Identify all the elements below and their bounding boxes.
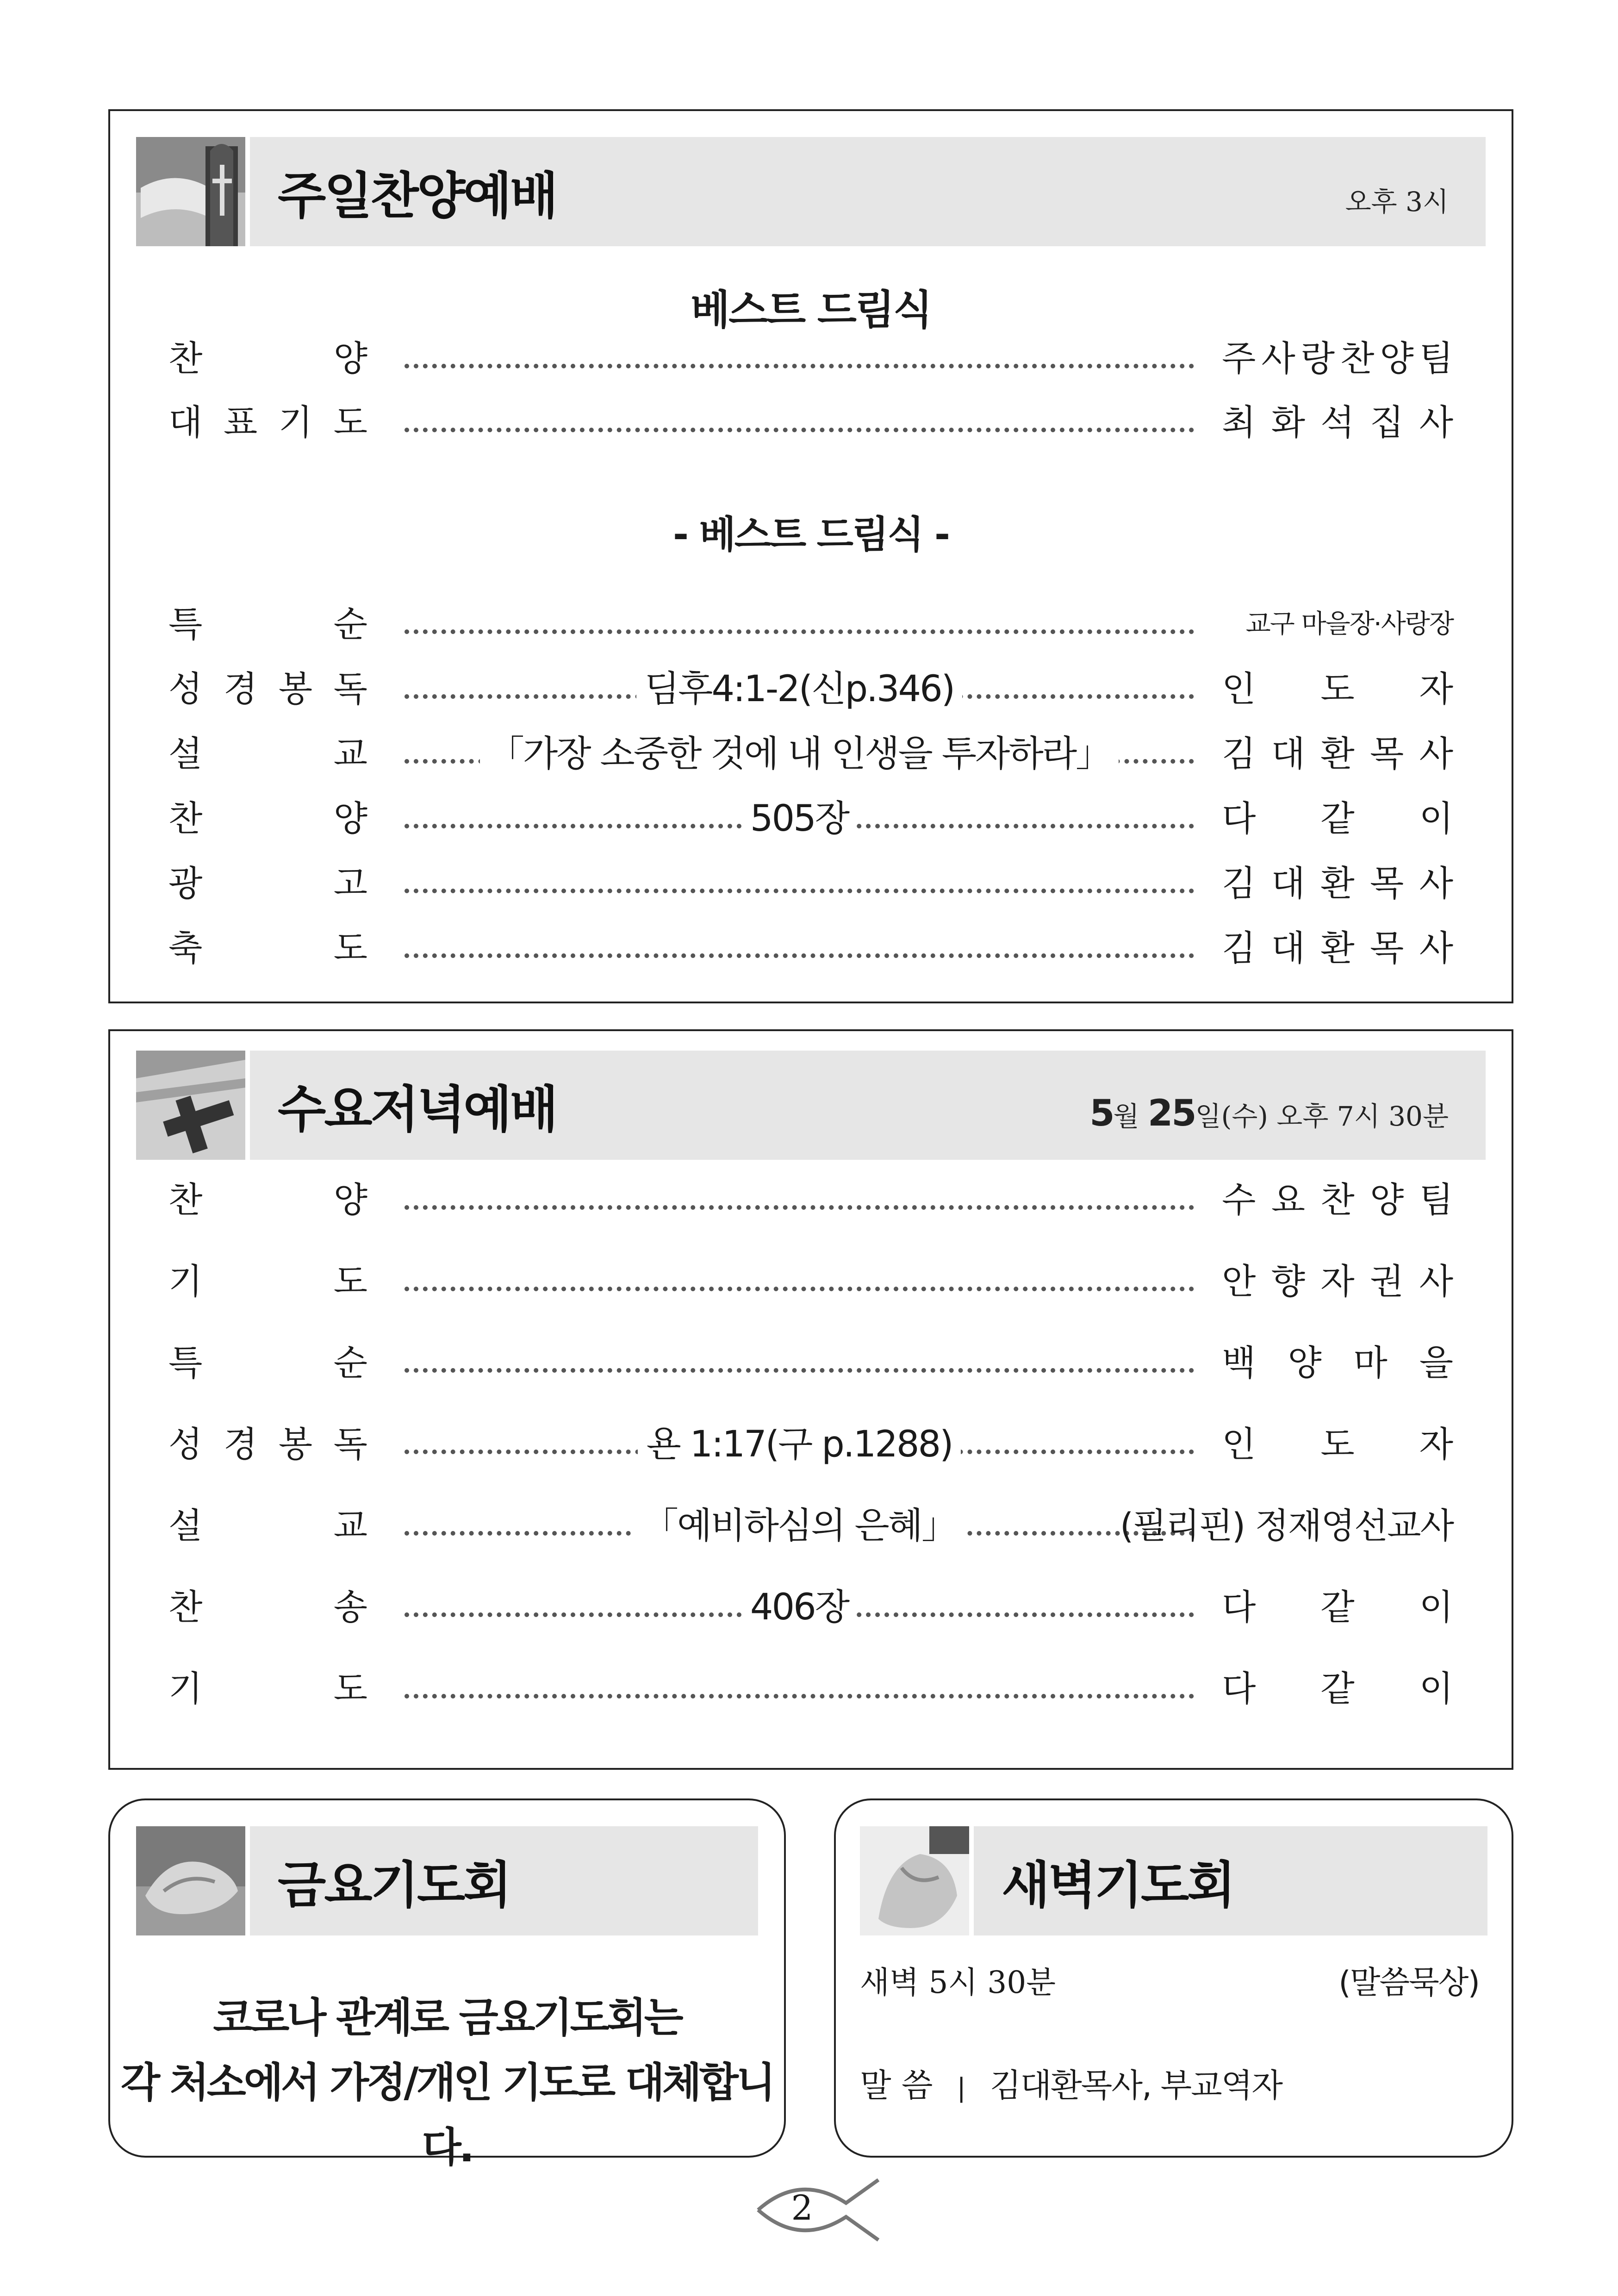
wednesday-row-value: 수 요 찬 양 팀 bbox=[1222, 1179, 1453, 1220]
sunday-row-center-text: 딤후4:1-2(신p.346) bbox=[636, 668, 962, 710]
sunday-top-row-label: 찬 양 bbox=[168, 338, 367, 379]
sunday-title: 주일찬양예배 bbox=[278, 167, 556, 225]
friday-notice-line2: 각 처소에서 가정/개인 기도로 대체합니다. bbox=[121, 2059, 773, 2171]
sunday-top-row-value: 주 사 랑 찬 양 팀 bbox=[1222, 338, 1453, 379]
wednesday-date-month: 5 bbox=[1089, 1093, 1114, 1134]
wednesday-row bbox=[168, 1419, 1453, 1470]
sunday-row-value: 교구 마을장·사랑장 bbox=[1245, 609, 1453, 639]
sunday-row-leader-dots bbox=[404, 889, 1194, 893]
cross-on-bible-photo bbox=[136, 1051, 245, 1160]
dawn-note: (말씀묵상) bbox=[1338, 1965, 1479, 2001]
wednesday-row-label: 기 도 bbox=[168, 1261, 367, 1302]
wednesday-row-label: 설 교 bbox=[168, 1505, 367, 1546]
wednesday-row-value: 인 도 자 bbox=[1222, 1424, 1453, 1465]
sunday-row-value: 김 대 환 목 사 bbox=[1222, 863, 1453, 904]
wednesday-header-bar bbox=[250, 1051, 1486, 1160]
wednesday-row-value: 다 같 이 bbox=[1222, 1668, 1453, 1709]
bible-cross-photo bbox=[136, 137, 245, 246]
page-number: 2 bbox=[791, 2188, 813, 2228]
sunday-row-leader-dots bbox=[404, 953, 1194, 958]
wednesday-date-month-unit: 월 bbox=[1113, 1101, 1139, 1132]
folded-hands-icon bbox=[860, 1826, 969, 1935]
wednesday-row-leader-dots bbox=[404, 1368, 1194, 1373]
dawn-time: 새벽 5시 30분 bbox=[860, 1965, 1056, 2000]
wednesday-row-center bbox=[404, 1582, 1194, 1633]
sunday-row bbox=[168, 923, 1453, 974]
sunday-row-center-text: 「가장 소중한 것에 내 인생을 투자하라」 bbox=[480, 733, 1119, 775]
sunday-row bbox=[168, 728, 1453, 779]
sunday-row-label: 설 교 bbox=[168, 733, 367, 774]
friday-notice-line1: 코로나 관계로 금요기도회는 bbox=[213, 1994, 681, 2041]
praying-hands-photo bbox=[136, 1826, 245, 1935]
sunday-row bbox=[168, 599, 1453, 650]
wednesday-row-center bbox=[404, 1419, 1194, 1470]
sunday-time: 오후 3시 bbox=[1345, 186, 1449, 218]
sunday-row bbox=[168, 858, 1453, 909]
sunday-row-value: 김 대 환 목 사 bbox=[1222, 733, 1453, 774]
wednesday-row-label: 성 경 봉 독 bbox=[168, 1424, 367, 1465]
dawn-separator: | bbox=[957, 2073, 966, 2103]
dawn-header-bar bbox=[974, 1826, 1487, 1935]
wednesday-row-value: 안 향 자 권 사 bbox=[1222, 1261, 1453, 1302]
wednesday-row bbox=[168, 1175, 1453, 1226]
sunday-service-box bbox=[108, 109, 1513, 1003]
sunday-top-row bbox=[168, 333, 1453, 384]
wednesday-row-label: 찬 양 bbox=[168, 1179, 367, 1220]
sunday-row-label: 특 순 bbox=[168, 604, 367, 645]
bible-cross-icon bbox=[136, 137, 245, 246]
wednesday-row bbox=[168, 1500, 1453, 1551]
dawn-title: 새벽기도회 bbox=[1002, 1856, 1234, 1915]
sunday-top-row bbox=[168, 397, 1453, 448]
sunday-row-center-text: 505장 bbox=[742, 798, 857, 840]
sunday-top-row-leader-dots bbox=[404, 428, 1194, 432]
cross-icon bbox=[136, 1051, 245, 1160]
sunday-row bbox=[168, 793, 1453, 844]
wednesday-title: 수요저녁예배 bbox=[278, 1081, 556, 1139]
wednesday-row-leader-dots bbox=[404, 1205, 1194, 1210]
sunday-row-value: 김 대 환 목 사 bbox=[1222, 927, 1453, 969]
wednesday-row-leader-dots bbox=[404, 1694, 1194, 1699]
dawn-prayer-box bbox=[834, 1798, 1513, 2158]
wednesday-row-center-text: 욘 1:17(구 p.1288) bbox=[638, 1424, 960, 1465]
wednesday-row-value: 백 양 마 을 bbox=[1222, 1342, 1453, 1383]
wednesday-date-rest: 일(수) 오후 7시 30분 bbox=[1195, 1101, 1449, 1132]
wednesday-date bbox=[1089, 1093, 1449, 1134]
wednesday-row-label: 찬 송 bbox=[168, 1587, 367, 1628]
wednesday-row-center-text: 「예비하심의 은혜」 bbox=[634, 1505, 965, 1547]
sunday-row-label: 성 경 봉 독 bbox=[168, 668, 367, 709]
friday-notice bbox=[110, 1985, 784, 2180]
wednesday-row bbox=[168, 1338, 1453, 1388]
sunday-top-row-value: 최 화 석 집 사 bbox=[1222, 402, 1453, 443]
dawn-word-value: 김대환목사, 부교역자 bbox=[989, 2066, 1282, 2104]
friday-header-bar bbox=[250, 1826, 758, 1935]
wednesday-row-center-text: 406장 bbox=[742, 1587, 857, 1628]
sunday-row-leader-dots bbox=[404, 629, 1194, 634]
wednesday-row-center bbox=[404, 1500, 1194, 1551]
wednesday-row-leader-dots bbox=[404, 1287, 1194, 1291]
wednesday-service-box bbox=[108, 1029, 1513, 1770]
wednesday-row-value: (필리핀) 정재영선교사 bbox=[1120, 1505, 1453, 1546]
wednesday-date-day: 25 bbox=[1148, 1093, 1195, 1134]
praying-hands-icon bbox=[136, 1826, 245, 1935]
sunday-subheading: - 베스트 드림식 - bbox=[673, 513, 949, 557]
dawn-word-label: 말 씀 bbox=[860, 2066, 933, 2104]
friday-title: 금요기도회 bbox=[278, 1856, 510, 1915]
sunday-row-value: 인 도 자 bbox=[1222, 668, 1453, 709]
wednesday-row bbox=[168, 1582, 1453, 1633]
wednesday-row-label: 기 도 bbox=[168, 1668, 367, 1709]
sunday-row-center bbox=[404, 728, 1194, 779]
folded-hands-photo bbox=[860, 1826, 969, 1935]
wednesday-row-value: 다 같 이 bbox=[1222, 1587, 1453, 1628]
sunday-row-label: 광 고 bbox=[168, 863, 367, 904]
sunday-row-label: 찬 양 bbox=[168, 798, 367, 839]
wednesday-row bbox=[168, 1256, 1453, 1307]
dawn-word-row bbox=[860, 2060, 1282, 2106]
sunday-header-bar bbox=[250, 137, 1486, 246]
sunday-row-value: 다 같 이 bbox=[1222, 798, 1453, 839]
friday-prayer-box bbox=[108, 1798, 786, 2171]
wednesday-row bbox=[168, 1663, 1453, 1714]
sunday-top-row-label: 대 표 기 도 bbox=[168, 402, 367, 443]
sunday-row-center bbox=[404, 793, 1194, 844]
sunday-heading: 베스트 드림식 bbox=[691, 286, 931, 334]
sunday-top-row-leader-dots bbox=[404, 364, 1194, 368]
sunday-row-center bbox=[404, 664, 1194, 715]
page-number-fish bbox=[753, 2175, 888, 2245]
wednesday-row-label: 특 순 bbox=[168, 1342, 367, 1383]
sunday-row bbox=[168, 664, 1453, 715]
sunday-row-label: 축 도 bbox=[168, 927, 367, 969]
